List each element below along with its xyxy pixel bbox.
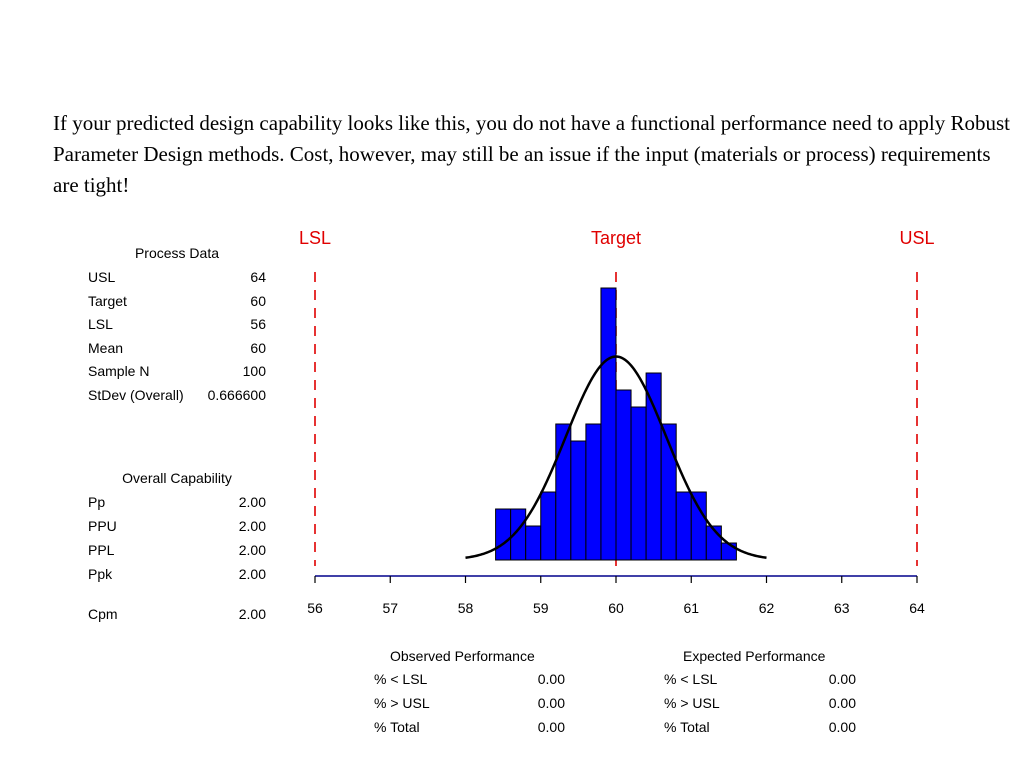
histogram-bar <box>691 492 706 560</box>
cpm-value: 2.00 <box>238 606 266 622</box>
observed-performance-title: Observed Performance <box>390 648 535 664</box>
observed-value: 0.00 <box>537 671 565 687</box>
process-data-label: StDev (Overall) <box>88 387 184 403</box>
x-tick-label: 64 <box>909 600 925 616</box>
spec-label-target: Target <box>590 228 642 248</box>
expected-label: % > USL <box>664 695 720 711</box>
histogram-bar <box>586 424 601 560</box>
observed-label: % > USL <box>374 695 430 711</box>
process-data-label: Sample N <box>88 363 150 380</box>
histogram-bar <box>676 492 691 560</box>
intro-paragraph: If your predicted design capability looks like this, you do not have a functional performance need to apply Robust Parameter Design methods. Cost, however, may still be an issue if the input (materials or process) requirements are tight! <box>53 111 1010 197</box>
observed-row <box>374 719 565 737</box>
expected-value: 0.00 <box>828 695 856 711</box>
process-data-value: 0.666600 <box>207 387 266 403</box>
histogram-bar <box>616 390 631 560</box>
histogram-bar <box>541 492 556 560</box>
x-tick-label: 56 <box>307 600 323 616</box>
capability-value: 2.00 <box>238 518 266 534</box>
capability-value: 2.00 <box>238 542 266 558</box>
process-data-value: 64 <box>250 269 266 285</box>
expected-row <box>664 695 856 713</box>
histogram-bar <box>496 509 511 560</box>
expected-row <box>664 671 856 689</box>
expected-row <box>664 719 856 737</box>
capability-label: PPL <box>88 542 115 558</box>
capability-value: 2.00 <box>238 494 266 510</box>
histogram-bar <box>631 407 646 560</box>
expected-value: 0.00 <box>828 671 856 687</box>
expected-label: % < LSL <box>664 671 718 687</box>
process-data-title: Process Data <box>134 245 220 261</box>
process-data-value: 60 <box>250 339 266 356</box>
expected-value: 0.00 <box>828 719 856 735</box>
x-tick-label: 63 <box>833 600 850 616</box>
observed-value: 0.00 <box>537 695 565 711</box>
x-tick-label: 57 <box>382 600 399 616</box>
overall-capability-title: Overall Capability <box>122 470 232 486</box>
cpm-label: Cpm <box>88 606 118 622</box>
capability-label: Ppk <box>88 566 113 582</box>
process-data-value: 60 <box>250 292 266 309</box>
observed-row <box>374 671 565 689</box>
process-data-label: Target <box>88 292 127 309</box>
x-tick-label: 62 <box>758 600 775 616</box>
expected-label: % Total <box>664 719 710 735</box>
capability-value: 2.00 <box>238 566 266 582</box>
x-tick-label: 59 <box>532 600 549 616</box>
x-tick-label: 61 <box>683 600 700 616</box>
histogram-bar <box>526 526 541 560</box>
process-data-label: USL <box>88 269 116 285</box>
x-tick-label: 58 <box>457 600 474 616</box>
observed-value: 0.00 <box>537 719 565 735</box>
histogram-bar <box>601 288 616 560</box>
observed-row <box>374 695 565 713</box>
process-data-label: Mean <box>88 339 124 356</box>
capability-label: Pp <box>88 494 106 510</box>
histogram-bar <box>571 441 586 560</box>
histogram-bar <box>646 373 661 560</box>
x-tick-label: 60 <box>608 600 624 616</box>
process-data-value: 100 <box>242 363 266 380</box>
expected-performance-title: Expected Performance <box>683 648 826 664</box>
observed-label: % Total <box>374 719 420 735</box>
spec-label-usl: USL <box>899 228 935 248</box>
process-data-label: LSL <box>88 316 113 333</box>
process-data-value: 56 <box>250 316 266 333</box>
spec-label-lsl: LSL <box>298 228 332 248</box>
observed-label: % < LSL <box>374 671 428 687</box>
capability-label: PPU <box>88 518 117 534</box>
histogram-bar <box>721 543 736 560</box>
